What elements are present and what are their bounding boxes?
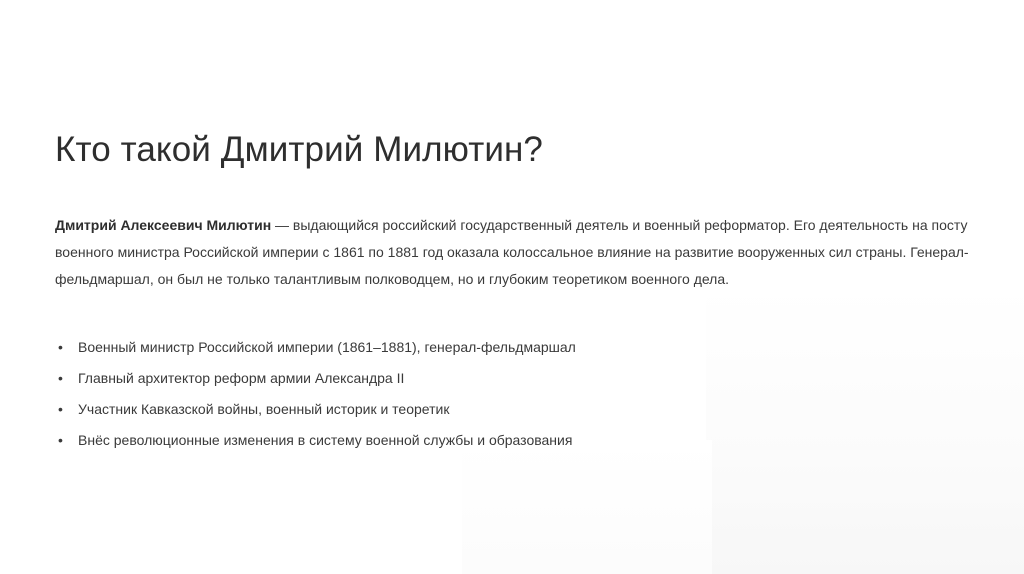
list-item (58, 362, 576, 393)
list-item (58, 393, 576, 424)
bullet-text: Внёс революционные изменения в систему военной службы и образования (78, 431, 573, 448)
intro-text: — выдающийся российский государственный деятель и военный реформатор. Его деятельность на посту военного министра Российской империи с 1861 по 1881 год оказала колоссальное влияние на развитие вооруженных сил страны. Генерал-фельдмаршал, он был не только талантливым полководцем, но и глубоким теоретиком военного дела. (55, 217, 969, 287)
bullet-list (58, 331, 576, 455)
intro-name: Дмитрий Алексеевич Милютин (55, 217, 272, 233)
background-panel (706, 285, 1024, 574)
bullet-text: Военный министр Российской империи (1861–1881), генерал-фельдмаршал (78, 338, 576, 355)
bullet-text: Участник Кавказской войны, военный историк и теоретик (78, 400, 450, 417)
bullet-icon: • (58, 369, 63, 386)
intro-paragraph (55, 212, 985, 293)
bullet-icon: • (58, 431, 63, 448)
list-item (58, 424, 576, 455)
bullet-icon: • (58, 338, 63, 355)
background-panel-secondary (462, 440, 712, 574)
slide-title: Кто такой Дмитрий Милютин? (55, 130, 543, 169)
bullet-text: Главный архитектор реформ армии Александра II (78, 369, 405, 386)
bullet-icon: • (58, 400, 63, 417)
list-item (58, 331, 576, 362)
